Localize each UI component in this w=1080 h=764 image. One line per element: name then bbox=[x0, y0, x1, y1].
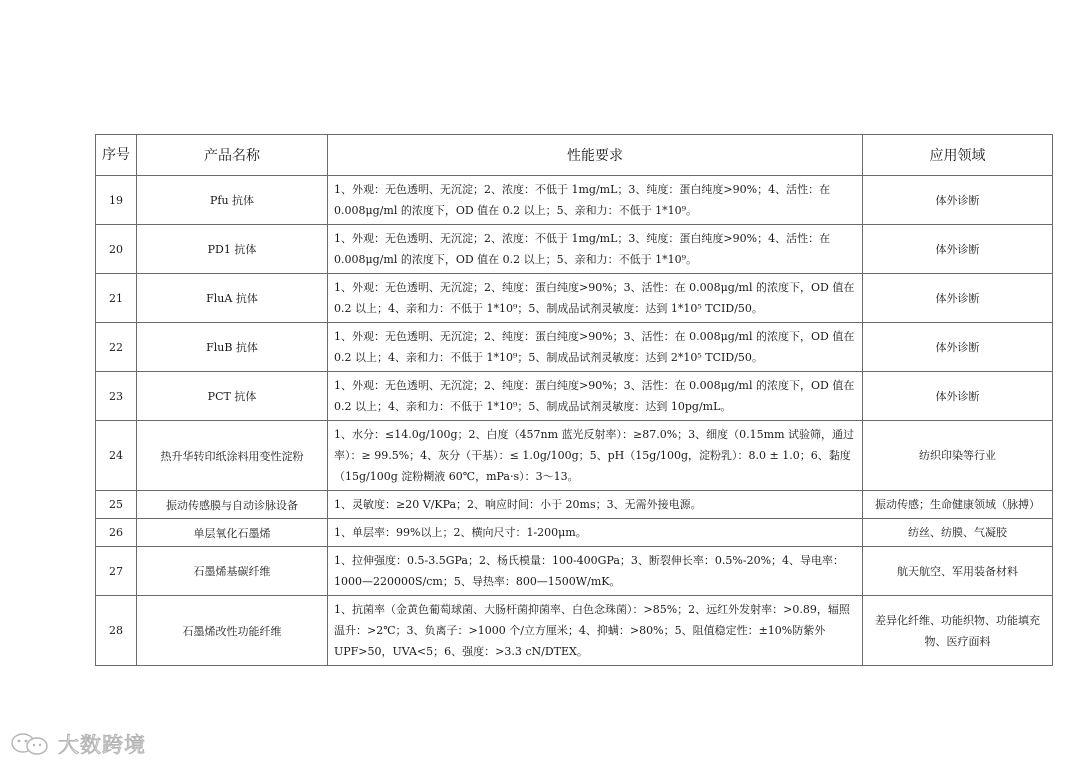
row-spec: 1、灵敏度：≥20 V/KPa；2、响应时间：小于 20ms；3、无需外接电源。 bbox=[328, 491, 863, 519]
table-header-row bbox=[96, 135, 1053, 176]
row-no: 28 bbox=[96, 596, 137, 666]
row-no: 19 bbox=[96, 176, 137, 225]
table-row bbox=[96, 274, 1053, 323]
row-no: 26 bbox=[96, 519, 137, 547]
header-no: 序号 bbox=[96, 135, 137, 176]
spec-table bbox=[95, 134, 1053, 666]
row-no: 25 bbox=[96, 491, 137, 519]
row-spec: 1、单层率：99%以上；2、横向尺寸：1-200μm。 bbox=[328, 519, 863, 547]
row-spec: 1、外观：无色透明、无沉淀；2、纯度：蛋白纯度>90%；3、活性：在 0.008μg/ml 的浓度下，OD 值在 0.2 以上；4、亲和力：不低于 1*10⁹；5、制成品试剂灵敏度：达到 1*10⁵ TCID/50。 bbox=[328, 274, 863, 323]
row-spec: 1、外观：无色透明、无沉淀；2、纯度：蛋白纯度>90%；3、活性：在 0.008μg/ml 的浓度下，OD 值在 0.2 以上；4、亲和力：不低于 1*10⁹；5、制成品试剂灵敏度：达到 10pg/mL。 bbox=[328, 372, 863, 421]
row-app: 纺丝、纺膜、气凝胶 bbox=[863, 519, 1053, 547]
row-name: 振动传感膜与自动诊脉设备 bbox=[137, 491, 328, 519]
header-spec: 性能要求 bbox=[328, 135, 863, 176]
row-spec: 1、水分：≤14.0g/100g；2、白度（457nm 蓝光反射率）：≥87.0%；3、细度（0.15mm 试验筛，通过率）：≥ 99.5%；4、灰分（干基）：≤ 1.0g/100g；5、pH（15g/100g，淀粉乳）：8.0 ± 1.0；6、黏度（15g/100g 淀粉糊液 60℃，mPa·s）：3～13。 bbox=[328, 421, 863, 491]
row-app: 体外诊断 bbox=[863, 274, 1053, 323]
header-name: 产品名称 bbox=[137, 135, 328, 176]
row-spec: 1、外观：无色透明、无沉淀；2、纯度：蛋白纯度>90%；3、活性：在 0.008μg/ml 的浓度下，OD 值在 0.2 以上；4、亲和力：不低于 1*10⁹；5、制成品试剂灵敏度：达到 2*10⁵ TCID/50。 bbox=[328, 323, 863, 372]
row-no: 24 bbox=[96, 421, 137, 491]
row-app: 体外诊断 bbox=[863, 323, 1053, 372]
row-spec: 1、拉伸强度：0.5-3.5GPa；2、杨氏模量：100-400GPa；3、断裂伸长率：0.5%-20%；4、导电率：1000—220000S/cm；5、导热率：800—1500W/mK。 bbox=[328, 547, 863, 596]
row-name: 单层氧化石墨烯 bbox=[137, 519, 328, 547]
row-name: 石墨烯基碳纤维 bbox=[137, 547, 328, 596]
watermark-text: 大数跨境 bbox=[58, 733, 146, 757]
row-name: Pfu 抗体 bbox=[137, 176, 328, 225]
row-name: FluB 抗体 bbox=[137, 323, 328, 372]
row-app: 航天航空、军用装备材料 bbox=[863, 547, 1053, 596]
wechat-logo-icon bbox=[8, 731, 54, 757]
row-spec: 1、外观：无色透明、无沉淀；2、浓度：不低于 1mg/mL；3、纯度：蛋白纯度>90%；4、活性：在 0.008μg/ml 的浓度下，OD 值在 0.2 以上；5、亲和力：不低于 1*10⁹。 bbox=[328, 225, 863, 274]
header-app: 应用领域 bbox=[863, 135, 1053, 176]
table-row bbox=[96, 519, 1053, 547]
table-row bbox=[96, 596, 1053, 666]
row-no: 22 bbox=[96, 323, 137, 372]
row-app: 体外诊断 bbox=[863, 372, 1053, 421]
row-app: 体外诊断 bbox=[863, 176, 1053, 225]
row-app: 纺织印染等行业 bbox=[863, 421, 1053, 491]
watermark bbox=[8, 730, 146, 758]
table-row bbox=[96, 547, 1053, 596]
table-row bbox=[96, 176, 1053, 225]
table-row bbox=[96, 491, 1053, 519]
row-app: 体外诊断 bbox=[863, 225, 1053, 274]
row-spec: 1、外观：无色透明、无沉淀；2、浓度：不低于 1mg/mL；3、纯度：蛋白纯度>90%；4、活性：在 0.008μg/ml 的浓度下，OD 值在 0.2 以上；5、亲和力：不低于 1*10⁹。 bbox=[328, 176, 863, 225]
table-row bbox=[96, 323, 1053, 372]
row-no: 21 bbox=[96, 274, 137, 323]
table-row bbox=[96, 225, 1053, 274]
row-no: 23 bbox=[96, 372, 137, 421]
table-row bbox=[96, 372, 1053, 421]
row-app: 差异化纤维、功能织物、功能填充物、医疗面料 bbox=[863, 596, 1053, 666]
row-name: FluA 抗体 bbox=[137, 274, 328, 323]
row-spec: 1、抗菌率（金黄色葡萄球菌、大肠杆菌抑菌率、白色念珠菌）：>85%；2、远红外发射率：>0.89，辐照温升：>2℃；3、负离子：>1000 个/立方厘米；4、抑螨：>80%；5、阻值稳定性：±10%防紫外 UPF>50，UVA<5；6、强度：>3.3 cN/DTEX。 bbox=[328, 596, 863, 666]
row-name: PD1 抗体 bbox=[137, 225, 328, 274]
table-row bbox=[96, 421, 1053, 491]
row-no: 27 bbox=[96, 547, 137, 596]
row-name: 热升华转印纸涂料用变性淀粉 bbox=[137, 421, 328, 491]
row-app: 振动传感；生命健康领域（脉搏） bbox=[863, 491, 1053, 519]
row-name: PCT 抗体 bbox=[137, 372, 328, 421]
row-no: 20 bbox=[96, 225, 137, 274]
row-name: 石墨烯改性功能纤维 bbox=[137, 596, 328, 666]
